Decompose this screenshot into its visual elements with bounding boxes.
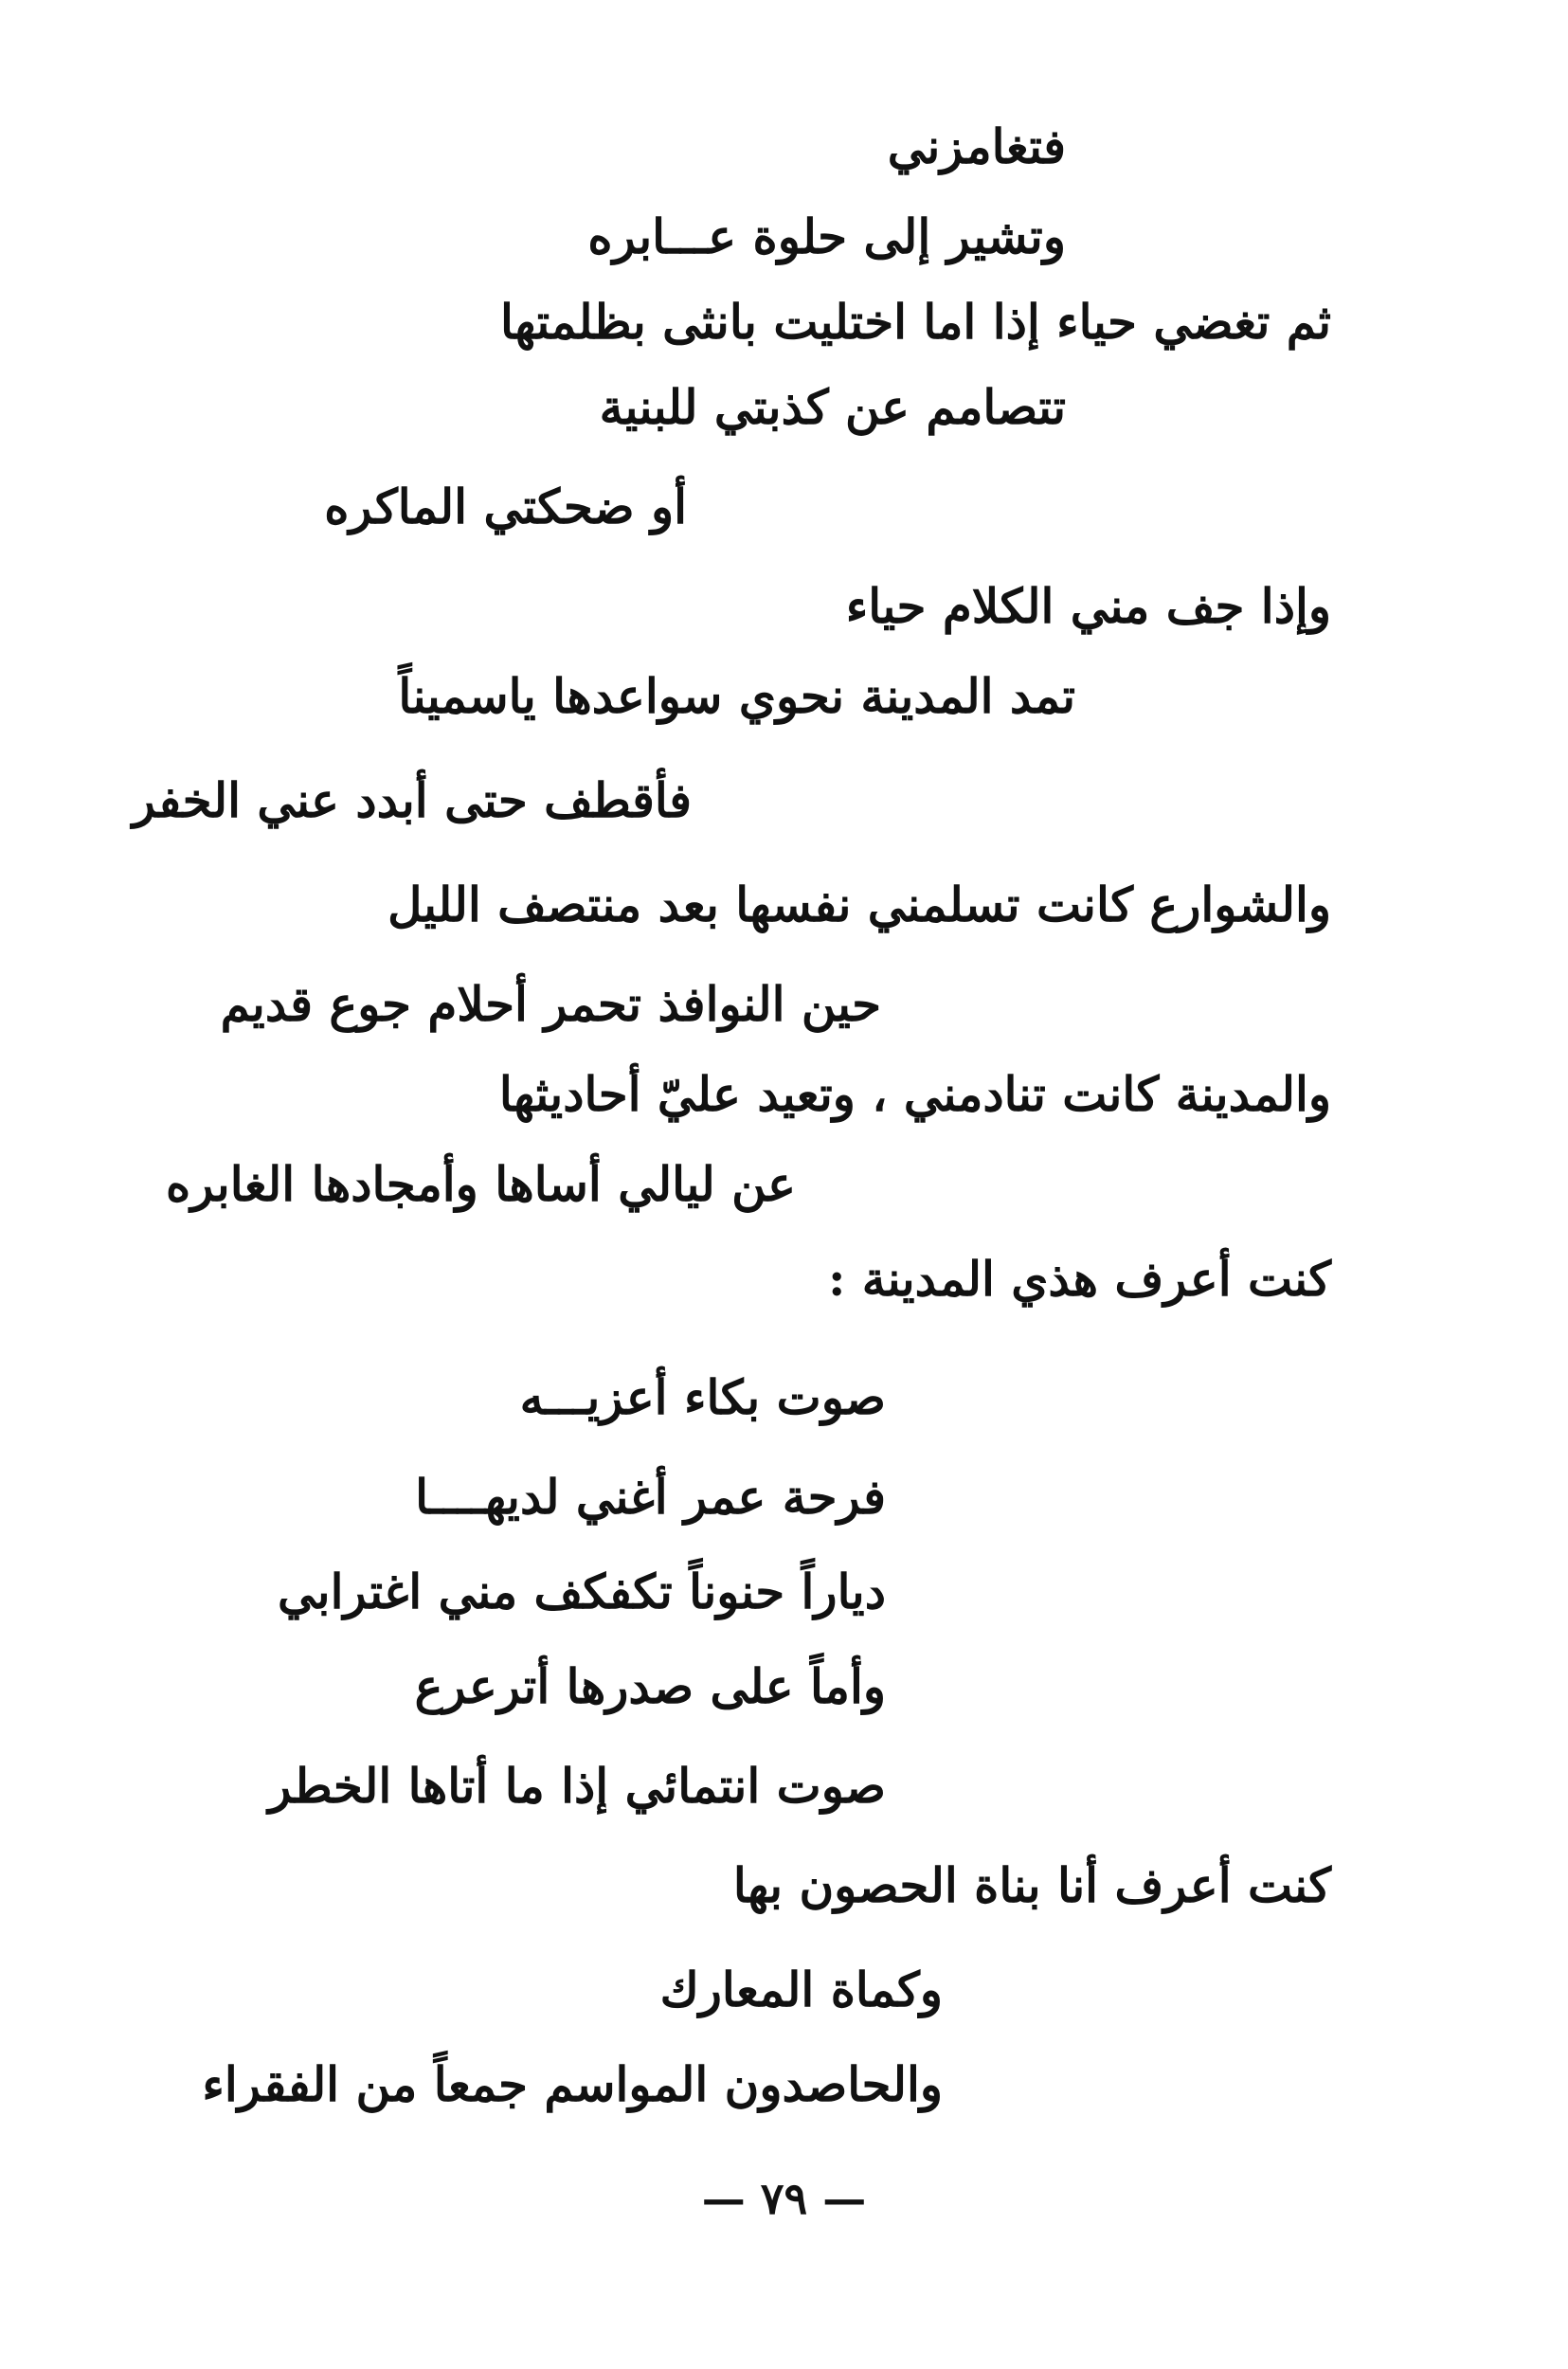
poem-line: فأقطف حتى أبدد عني الخفر: [132, 772, 692, 828]
page-number: — ٧٩ —: [701, 2173, 867, 2224]
poem-line: والمدينة كانت تنادمني ، وتعيد عليّ أحاديثها: [498, 1066, 1331, 1122]
poem-line: وكماة المعارك: [659, 1962, 943, 2017]
poem-line: فرحة عمر أغني لديهــــا: [415, 1469, 886, 1525]
poem-line: تتصامم عن كذبتي للبنية: [599, 379, 1066, 435]
poem-line: فتغامزني: [887, 118, 1066, 174]
poem-line: كنت أعرف هذي المدينة :: [827, 1251, 1331, 1307]
poem-line: وتشير إلى حلوة عـــابره: [587, 208, 1066, 264]
poem-line: كنت أعرف أنا بناة الحصون بها: [732, 1857, 1331, 1913]
poem-line: والحاصدون المواسم جمعاً من الفقراء: [202, 2056, 943, 2112]
poem-line: وإذا جف مني الكلام حياء: [845, 578, 1331, 634]
poem-line: وأماً على صدرها أترعرع: [414, 1658, 886, 1714]
poem-line: دياراً حنوناً تكفكف مني اغترابي: [278, 1564, 886, 1619]
poem-line: صوت انتمائي إذا ما أتاها الخطر: [268, 1758, 886, 1814]
poem-line: ثم تغضي حياء إذا اما اختليت بانثى بظلمتها: [499, 294, 1331, 350]
poem-line: تمد المدينة نحوي سواعدها ياسميناً: [398, 668, 1075, 724]
poem-line: صوت بكاء أعزيـــه: [519, 1369, 886, 1425]
poem-line: حين النوافذ تحمر أحلام جوع قديم: [220, 976, 881, 1032]
poem-line: والشوارع كانت تسلمني نفسها بعد منتصف الليل: [387, 877, 1331, 932]
poem-line: أو ضحكتي الماكره: [324, 479, 687, 534]
poem-line: عن ليالي أساها وأمجادها الغابره: [166, 1156, 796, 1212]
